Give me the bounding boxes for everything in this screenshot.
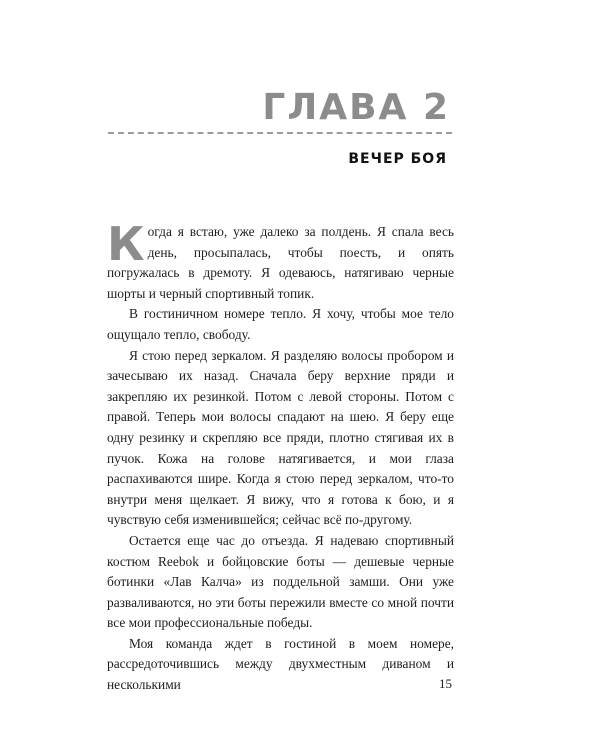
chapter-title: ВЕЧЕР БОЯ (348, 151, 447, 167)
paragraph-2: В гостиничном номере тепло. Я хочу, чтобы мое тело ощущало тепло, свободу. (107, 306, 454, 342)
paragraph-1 (107, 217, 454, 304)
paragraph-1-text: огда я встаю, уже далеко за полдень. Я спала весь день, просыпалась, чтобы поесть, и опять погружалась в дремоту. Я одеваюсь, натягиваю черные шорты и черный спортивный топик. (107, 224, 454, 301)
drop-cap: К (107, 217, 145, 271)
paragraph-4: Остается еще час до отъезда. Я надеваю спортивный костюм Reebok и бойцовские боты — дешевые черные ботинки «Лав Калча» из поддельной замши. Они уже разваливаются, но эти боты пережили вместе со мной почти все мои профессиональные победы. (107, 532, 454, 631)
paragraph-5: Моя команда ждет в гостиной в моем номере, рассредоточившись между двухместным диваном и несколькими (107, 635, 454, 693)
chapter-number: ГЛАВА 2 (262, 87, 450, 128)
chapter-divider (108, 132, 452, 134)
paragraph-3: Я стою перед зеркалом. Я разделяю волосы пробором и зачесываю их назад. Сначала беру верхние пряди и закрепляю их резинкой. Потом с левой стороны. Потом с правой. Теперь мои волосы спадают на шею. Я беру еще одну резинку и скрепляю все пряди, плотно стягивая их в пучок. Кожа на голове натягивается, и мои глаза распахиваются шире. Когда я стою перед зеркалом, что-то внутри меня щелкает. Я вижу, что я готова к бою, и я чувствую себя изменившейся; сейчас всё по-другому. (107, 347, 454, 528)
chapter-body (107, 217, 454, 696)
page-number: 15 (439, 676, 452, 691)
